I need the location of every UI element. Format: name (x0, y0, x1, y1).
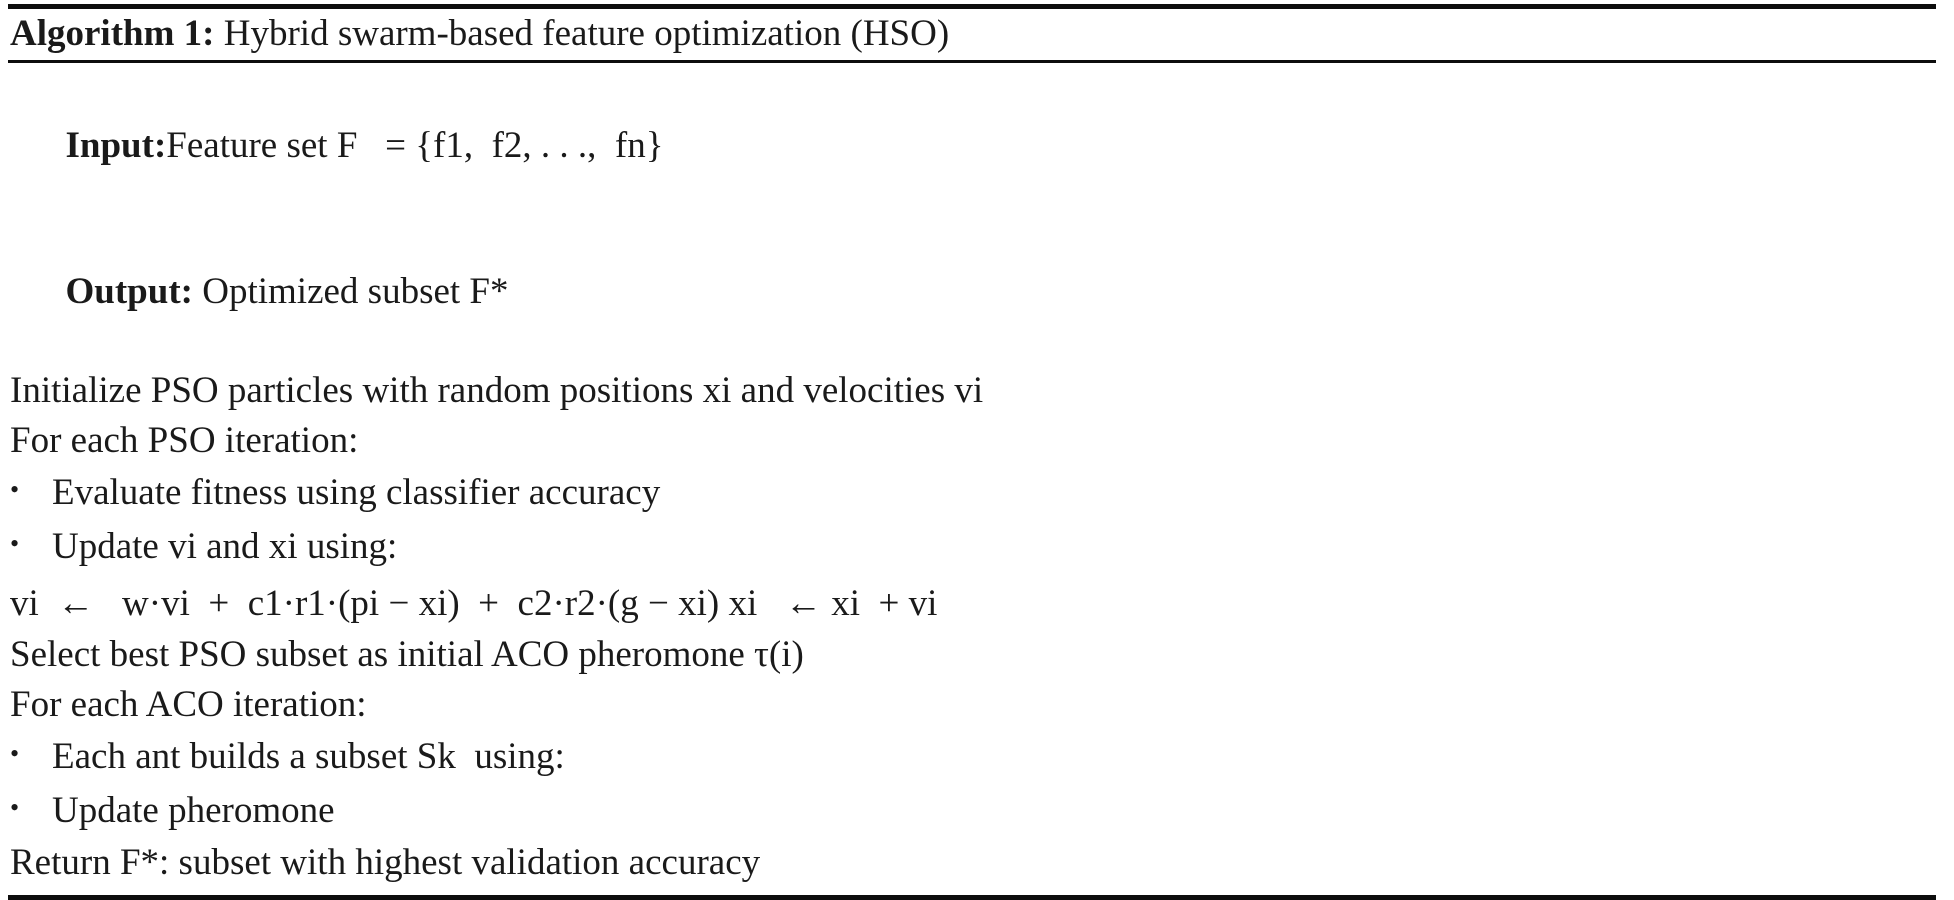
return-line: Return F*: subset with highest validation accuracy (10, 842, 761, 884)
input-keyword: Input: (65, 125, 167, 167)
bottom-rule (8, 895, 1936, 900)
algorithm-block (8, 4, 1936, 900)
bullet-icon: • (10, 739, 20, 769)
bullet-icon: • (10, 474, 20, 504)
list-item (10, 520, 1934, 574)
velocity-update-formula: vi ← w·vi + c1·r1·(pi − xi) + c2·r2·(g − xi) xi ← xi + vi (10, 582, 938, 624)
algorithm-caption (8, 9, 1936, 60)
algorithm-title: Hybrid swarm-based feature optimization (HSO) (223, 13, 950, 54)
list-item (10, 730, 1934, 784)
bullet-icon: • (10, 793, 20, 823)
output-keyword: Output: (65, 271, 193, 313)
list-item-label: Update vi and xi using: (52, 525, 398, 567)
list-item-label: Update pheromone (52, 790, 335, 832)
initialize-line: Initialize PSO particles with random positions xi and velocities vi (10, 369, 984, 411)
list-item (10, 466, 1934, 520)
algorithm-body (8, 63, 1936, 895)
aco-loop-header: For each ACO iteration: (10, 684, 367, 726)
list-item-label: Each ant builds a subset Sk using: (52, 736, 565, 778)
output-value: Optimized subset F* (192, 271, 509, 313)
input-value: Feature set F = {f1, f2, . . ., fn} (166, 125, 664, 167)
output-line (10, 219, 1934, 365)
algorithm-label: Algorithm 1: (10, 13, 215, 54)
pheromone-init-line: Select best PSO subset as initial ACO pheromone τ(i) (10, 634, 804, 676)
list-item (10, 784, 1934, 838)
input-line (10, 73, 1934, 219)
bullet-icon: • (10, 528, 20, 558)
list-item-label: Evaluate fitness using classifier accuracy (52, 471, 661, 513)
pso-loop-header: For each PSO iteration: (10, 419, 359, 461)
